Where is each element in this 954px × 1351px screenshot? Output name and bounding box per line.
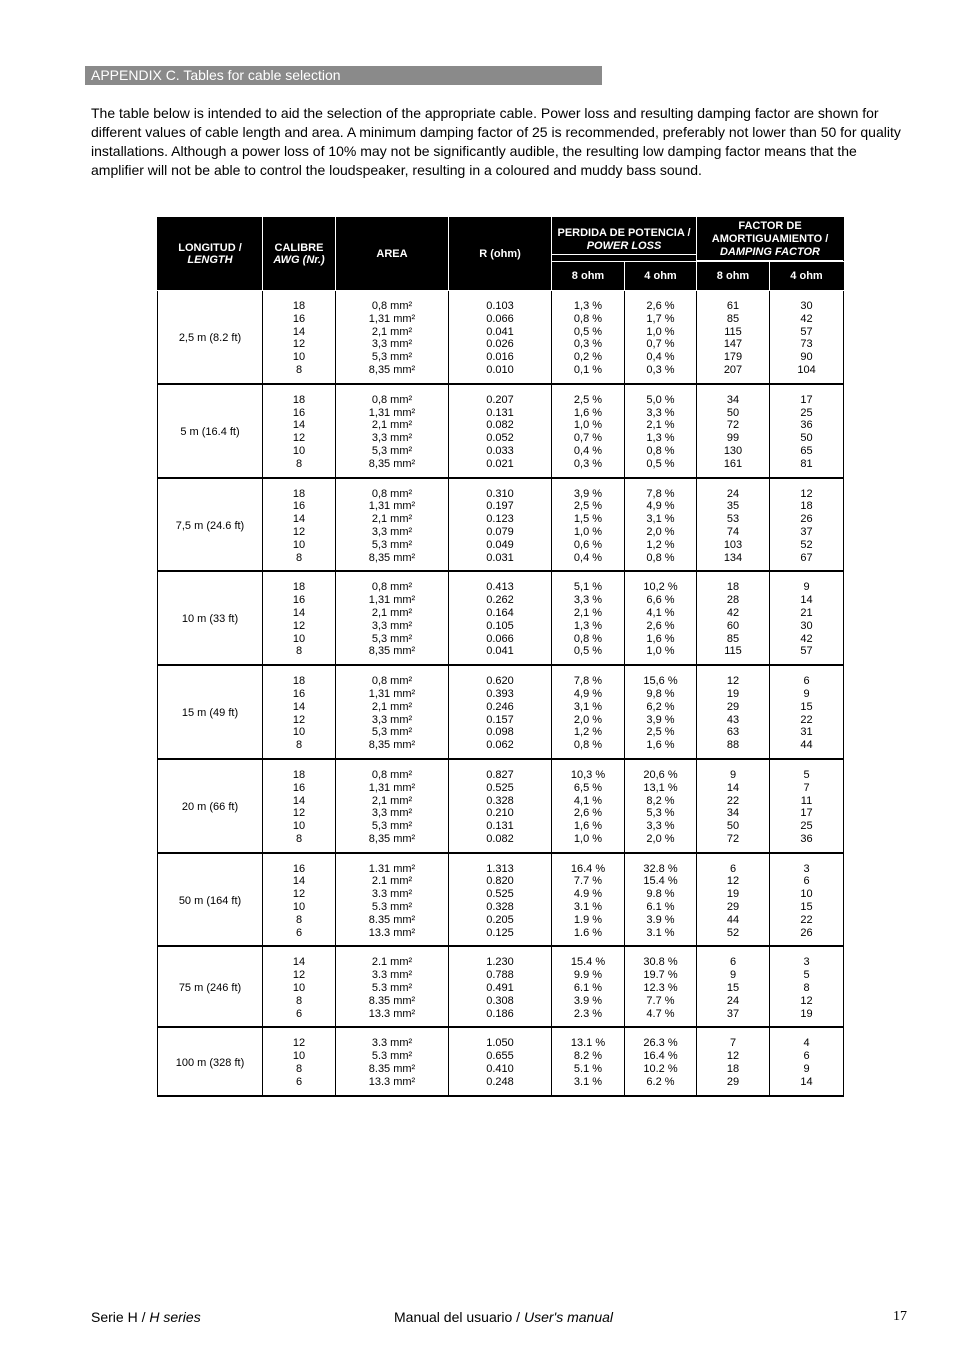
- cell-area: 0,8 mm² 1,31 mm² 2,1 mm² 3,3 mm² 5,3 mm² 8,35 mm²: [336, 291, 449, 384]
- cell-df4: 3 6 10 15 22 26: [770, 853, 844, 947]
- cell-df8: 34 50 72 99 130 161: [697, 384, 770, 478]
- cell-df4: 12 18 26 37 52 67: [770, 478, 844, 572]
- cell-length: 50 m (164 ft): [158, 853, 263, 947]
- cell-area: 0,8 mm² 1,31 mm² 2,1 mm² 3,3 mm² 5,3 mm² 8,35 mm²: [336, 665, 449, 759]
- page-number: 17: [893, 1309, 907, 1324]
- cell-df8: 24 35 53 74 103 134: [697, 478, 770, 572]
- cell-awg: 18 16 14 12 10 8: [263, 665, 336, 759]
- header-area: AREA: [336, 218, 449, 291]
- cell-area: 0,8 mm² 1,31 mm² 2,1 mm² 3,3 mm² 5,3 mm² 8,35 mm²: [336, 384, 449, 478]
- cell-awg: 12 10 8 6: [263, 1027, 336, 1095]
- cell-loss4: 15,6 % 9,8 % 6,2 % 3,9 % 2,5 % 1,6 %: [625, 665, 697, 759]
- cell-df4: 3 5 8 12 19: [770, 946, 844, 1027]
- cell-loss8: 2,5 % 1,6 % 1,0 % 0,7 % 0,4 % 0,3 %: [552, 384, 625, 478]
- cell-loss8: 3,9 % 2,5 % 1,5 % 1,0 % 0,6 % 0,4 %: [552, 478, 625, 572]
- cell-awg: 18 16 14 12 10 8: [263, 478, 336, 572]
- cell-df4: 17 25 36 50 65 81: [770, 384, 844, 478]
- cell-loss8: 13.1 % 8.2 % 5.1 % 3.1 %: [552, 1027, 625, 1095]
- header-loss-4ohm: 4 ohm: [625, 262, 697, 291]
- cell-length: 75 m (246 ft): [158, 946, 263, 1027]
- cell-loss4: 20,6 % 13,1 % 8,2 % 5,3 % 3,3 % 2,0 %: [625, 759, 697, 853]
- cell-r: 0.413 0.262 0.164 0.105 0.066 0.041: [449, 571, 552, 665]
- cell-loss8: 15.4 % 9.9 % 6.1 % 3.9 % 2.3 %: [552, 946, 625, 1027]
- intro-paragraph: The table below is intended to aid the selection of the appropriate cable. Power loss and resulting damping factor are shown for different values of cable length and area. A minimum damping factor of 25 is recommended, preferably not lower than 50 for quality installations. Although a power loss of 10% may not be significantly audible, the resulting low damping factor means that the amplifier will not be able to control the loudspeaker, resulting in a coloured and muddy bass sound.: [91, 105, 901, 178]
- table-row: [158, 759, 844, 853]
- header-resistance: R (ohm): [449, 218, 552, 291]
- header-loss-8ohm: 8 ohm: [552, 262, 625, 291]
- cell-awg: 16 14 12 10 8 6: [263, 853, 336, 947]
- cell-awg: 18 16 14 12 10 8: [263, 759, 336, 853]
- cell-length: 15 m (49 ft): [158, 665, 263, 759]
- table-row: [158, 853, 844, 947]
- cell-r: 0.827 0.525 0.328 0.210 0.131 0.082: [449, 759, 552, 853]
- cell-loss4: 5,0 % 3,3 % 2,1 % 1,3 % 0,8 % 0,5 %: [625, 384, 697, 478]
- cell-df8: 7 12 18 29: [697, 1027, 770, 1095]
- cable-selection-table: [157, 217, 844, 1097]
- cell-df8: 6 9 15 24 37: [697, 946, 770, 1027]
- cell-length: 7,5 m (24.6 ft): [158, 478, 263, 572]
- table-row: [158, 478, 844, 572]
- cell-r: 0.103 0.066 0.041 0.026 0.016 0.010: [449, 291, 552, 384]
- cell-r: 0.310 0.197 0.123 0.079 0.049 0.031: [449, 478, 552, 572]
- section-title: APPENDIX C. Tables for cable selection: [85, 66, 602, 85]
- cell-loss4: 7,8 % 4,9 % 3,1 % 2,0 % 1,2 % 0,8 %: [625, 478, 697, 572]
- cell-area: 3.3 mm² 5.3 mm² 8.35 mm² 13.3 mm²: [336, 1027, 449, 1095]
- cell-area: 0,8 mm² 1,31 mm² 2,1 mm² 3,3 mm² 5,3 mm² 8,35 mm²: [336, 478, 449, 572]
- cell-loss4: 30.8 % 19.7 % 12.3 % 7.7 % 4.7 %: [625, 946, 697, 1027]
- cell-r: 1.050 0.655 0.410 0.248: [449, 1027, 552, 1095]
- header-damping-factor: FACTOR DE AMORTIGUAMIENTO / DAMPING FACTOR: [697, 218, 844, 262]
- cell-loss8: 5,1 % 3,3 % 2,1 % 1,3 % 0,8 % 0,5 %: [552, 571, 625, 665]
- cell-length: 5 m (16.4 ft): [158, 384, 263, 478]
- cell-loss4: 2,6 % 1,7 % 1,0 % 0,7 % 0,4 % 0,3 %: [625, 291, 697, 384]
- cell-length: 10 m (33 ft): [158, 571, 263, 665]
- table-row: [158, 665, 844, 759]
- cell-r: 0.207 0.131 0.082 0.052 0.033 0.021: [449, 384, 552, 478]
- header-power-loss: PERDIDA DE POTENCIA / POWER LOSS: [552, 218, 697, 262]
- cell-df4: 9 14 21 30 42 57: [770, 571, 844, 665]
- table-row: [158, 1027, 844, 1095]
- header-length: LONGITUD / LENGTH: [158, 218, 263, 291]
- cell-df8: 6 12 19 29 44 52: [697, 853, 770, 947]
- cell-length: 100 m (328 ft): [158, 1027, 263, 1095]
- footer-manual: Manual del usuario / User's manual: [394, 1309, 614, 1325]
- cell-df8: 61 85 115 147 179 207: [697, 291, 770, 384]
- cell-df8: 12 19 29 43 63 88: [697, 665, 770, 759]
- header-gauge: CALIBRE AWG (Nr.): [263, 218, 336, 291]
- cell-loss8: 10,3 % 6,5 % 4,1 % 2,6 % 1,6 % 1,0 %: [552, 759, 625, 853]
- cell-awg: 18 16 14 12 10 8: [263, 291, 336, 384]
- header-df-4ohm: 4 ohm: [770, 262, 844, 291]
- cell-loss8: 7,8 % 4,9 % 3,1 % 2,0 % 1,2 % 0,8 %: [552, 665, 625, 759]
- header-df-8ohm: 8 ohm: [697, 262, 770, 291]
- cell-df8: 9 14 22 34 50 72: [697, 759, 770, 853]
- cell-awg: 14 12 10 8 6: [263, 946, 336, 1027]
- cell-length: 20 m (66 ft): [158, 759, 263, 853]
- cell-df4: 5 7 11 17 25 36: [770, 759, 844, 853]
- table-row: [158, 384, 844, 478]
- cell-loss4: 32.8 % 15.4 % 9.8 % 6.1 % 3.9 % 3.1 %: [625, 853, 697, 947]
- table-row: [158, 571, 844, 665]
- cell-r: 0.620 0.393 0.246 0.157 0.098 0.062: [449, 665, 552, 759]
- cell-df8: 18 28 42 60 85 115: [697, 571, 770, 665]
- cell-length: 2,5 m (8.2 ft): [158, 291, 263, 384]
- table-row: [158, 946, 844, 1027]
- table-row: [158, 291, 844, 384]
- cell-loss4: 10,2 % 6,6 % 4,1 % 2,6 % 1,6 % 1,0 %: [625, 571, 697, 665]
- cell-area: 0,8 mm² 1,31 mm² 2,1 mm² 3,3 mm² 5,3 mm² 8,35 mm²: [336, 571, 449, 665]
- table-body: [158, 291, 844, 1096]
- cell-awg: 18 16 14 12 10 8: [263, 571, 336, 665]
- cell-df4: 30 42 57 73 90 104: [770, 291, 844, 384]
- cell-r: 1.313 0.820 0.525 0.328 0.205 0.125: [449, 853, 552, 947]
- cell-area: 2.1 mm² 3.3 mm² 5.3 mm² 8.35 mm² 13.3 mm²: [336, 946, 449, 1027]
- cell-loss8: 16.4 % 7.7 % 4.9 % 3.1 % 1.9 % 1.6 %: [552, 853, 625, 947]
- cell-df4: 4 6 9 14: [770, 1027, 844, 1095]
- cell-awg: 18 16 14 12 10 8: [263, 384, 336, 478]
- cell-df4: 6 9 15 22 31 44: [770, 665, 844, 759]
- cell-area: 0,8 mm² 1,31 mm² 2,1 mm² 3,3 mm² 5,3 mm² 8,35 mm²: [336, 759, 449, 853]
- cell-loss8: 1,3 % 0,8 % 0,5 % 0,3 % 0,2 % 0,1 %: [552, 291, 625, 384]
- footer-series: Serie H / H series: [91, 1309, 201, 1325]
- cell-loss4: 26.3 % 16.4 % 10.2 % 6.2 %: [625, 1027, 697, 1095]
- cell-r: 1.230 0.788 0.491 0.308 0.186: [449, 946, 552, 1027]
- cell-area: 1.31 mm² 2.1 mm² 3.3 mm² 5.3 mm² 8.35 mm² 13.3 mm²: [336, 853, 449, 947]
